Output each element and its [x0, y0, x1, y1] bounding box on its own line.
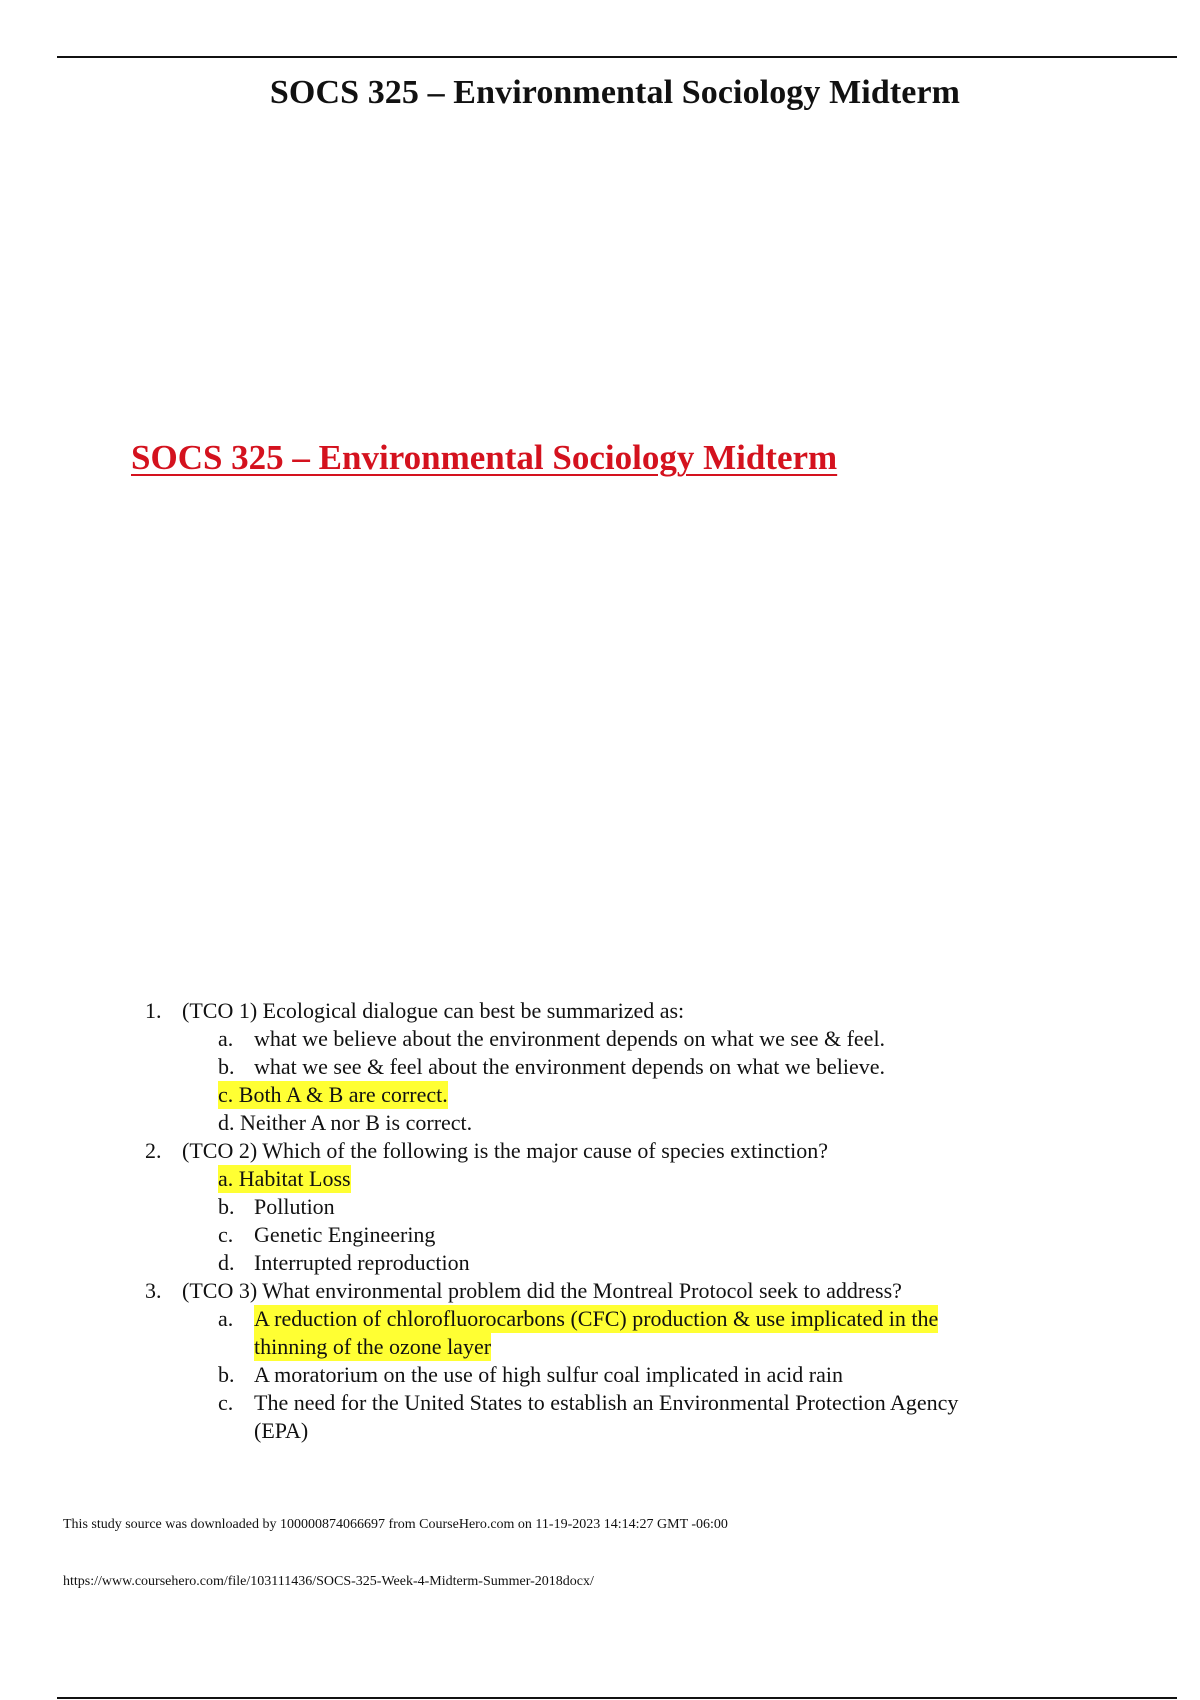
- option-letter: a.: [218, 1026, 234, 1051]
- option-text: The need for the United States to establish an Environmental Protection Agency: [254, 1390, 959, 1415]
- option-letter: a.: [218, 1306, 234, 1331]
- question-2: [0, 1137, 1200, 1165]
- question-number: 3.: [145, 1278, 162, 1303]
- question-number: 1.: [145, 998, 162, 1023]
- highlighted-answer: thinning of the ozone layer: [254, 1334, 492, 1359]
- option-text: what we believe about the environment depends on what we see & feel.: [254, 1026, 886, 1051]
- question-number: 2.: [145, 1138, 162, 1163]
- answer-option-3b: [0, 1361, 1200, 1389]
- question-text: (TCO 1) Ecological dialogue can best be summarized as:: [182, 998, 685, 1023]
- option-text: (EPA): [254, 1418, 309, 1443]
- source-url[interactable]: https://www.coursehero.com/file/103111436/SOCS-325-Week-4-Midterm-Summer-2018docx/: [63, 1574, 594, 1589]
- option-text: Pollution: [254, 1194, 335, 1219]
- highlighted-answer: c. Both A & B are correct.: [218, 1082, 448, 1107]
- option-letter: d.: [218, 1250, 235, 1275]
- answer-option-2c: [0, 1221, 1200, 1249]
- top-rule: [57, 56, 1177, 58]
- highlighted-answer: A reduction of chlorofluorocarbons (CFC) production & use implicated in the: [254, 1306, 939, 1331]
- option-text: what we see & feel about the environment depends on what we believe.: [254, 1054, 886, 1079]
- question-text: (TCO 2) Which of the following is the major cause of species extinction?: [182, 1138, 828, 1163]
- option-text: A moratorium on the use of high sulfur coal implicated in acid rain: [254, 1362, 843, 1387]
- download-note: This study source was downloaded by 100000874066697 from CourseHero.com on 11-19-2023 14:14:27 GMT -06:00: [63, 1517, 728, 1532]
- bottom-rule: [57, 1697, 1177, 1699]
- option-text: Genetic Engineering: [254, 1222, 436, 1247]
- highlighted-answer: a. Habitat Loss: [218, 1166, 351, 1191]
- answer-option-3c-line1: [0, 1389, 1200, 1417]
- question-1: [0, 997, 1200, 1025]
- answer-option-2d: [0, 1249, 1200, 1277]
- answer-option-2b: [0, 1193, 1200, 1221]
- answer-option-1d: [0, 1109, 1200, 1137]
- answer-option-3c-line2: [0, 1417, 1200, 1445]
- answer-option-1a: [0, 1025, 1200, 1053]
- option-letter: b.: [218, 1194, 235, 1219]
- question-3: [0, 1277, 1200, 1305]
- document-title: SOCS 325 – Environmental Sociology Midterm: [131, 438, 838, 477]
- answer-option-3a-line2: [0, 1333, 1200, 1361]
- question-text: (TCO 3) What environmental problem did the Montreal Protocol seek to address?: [182, 1278, 902, 1303]
- answer-option-1c-highlighted: [0, 1081, 1200, 1109]
- option-letter: b.: [218, 1362, 235, 1387]
- option-letter: c.: [218, 1390, 234, 1415]
- option-letter: c.: [218, 1222, 234, 1247]
- option-text: d. Neither A nor B is correct.: [218, 1110, 473, 1135]
- question-list: [0, 997, 1200, 1445]
- page-header-title: SOCS 325 – Environmental Sociology Midterm: [269, 74, 961, 111]
- option-text: Interrupted reproduction: [254, 1250, 470, 1275]
- answer-option-2a-highlighted: [0, 1165, 1200, 1193]
- option-letter: b.: [218, 1054, 235, 1079]
- answer-option-1b: [0, 1053, 1200, 1081]
- answer-option-3a-line1: [0, 1305, 1200, 1333]
